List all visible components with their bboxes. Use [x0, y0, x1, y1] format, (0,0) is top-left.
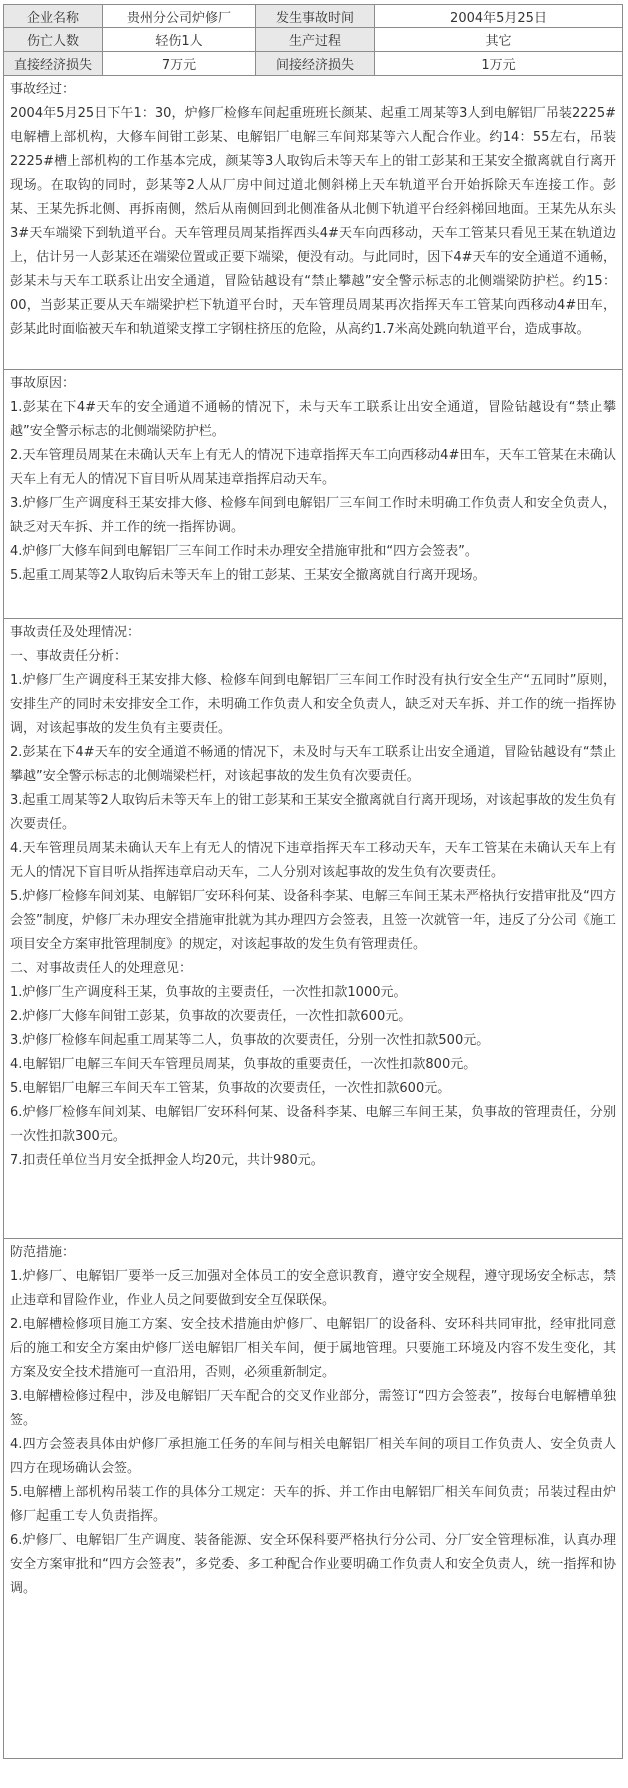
prevention-item: 3.电解槽检修过程中，涉及电解铝厂天车配合的交叉作业部分，需签订“四方会签表”，按每台电解槽单独签。 [10, 1389, 616, 1428]
accident-process-text: 2004年5月25日下午1：30，炉修厂检修车间起重班班长颜某、起重工周某等3人到电解铝厂吊装2225#电解槽上部机构，大修车间钳工彭某、电解铝厂电解三车间郑某等六人配合作业。约14：55左右，吊装2225#槽上部机构的工作基本完成，颜某等3人取钩后未等天车上的钳工彭某和王某安全撤离就自行离开现场。在取钩的同时，彭某等2人从厂房中间过道北侧斜梯上天车轨道平台开始拆除天车连接工作。彭某、王某先拆北侧、再拆南侧，然后从南侧回到北侧准备从北侧下轨道平台经斜梯回地面。王某先从东头3#天车端梁下到轨道平台。天车管理员周某指挥西头4#天车向西移动，天车工管某只看见王某在轨道边上，估计另一人彭某还在端梁位置或正要下端梁，便没有动。与此同时，因下4#天车的安全通道不通畅，彭某未与天车工联系让出安全通道，冒险钻越设有“禁止攀越”安全警示标志的北侧端梁防护栏。约15：00，当彭某正要从天车端梁护栏下轨道平台时，天车管理员周某再次指挥天车工管某向西移动4#田车，彭某此时面临被天车和轨道梁支撑工字钢柱挤压的危险，从高约1.7米高处跳向轨道平台，造成事故。 [10, 106, 616, 337]
accident-causes-title: 事故原因： [10, 376, 76, 391]
accident-process-section [4, 76, 622, 370]
handling-item: 1.炉修厂生产调度科王某，负事故的主要责任，一次性扣款1000元。 [10, 985, 407, 1000]
analysis-item: 2.彭某在下4#天车的安全通道不畅通的情况下，未及时与天车工联系让出安全通道，冒险钻越设有“禁止攀越”安全警示标志的北侧端梁栏杆，对该起事故的发生负有次要责任。 [10, 745, 616, 784]
responsibility-title: 事故责任及处理情况： [10, 625, 141, 640]
analysis-item: 1.炉修厂生产调度科王某安排大修、检修车间到电解铝厂三车间工作时没有执行安全生产“五同时”原则，安排生产的同时未安排安全工作，未明确工作负责人和安全负责人，缺乏对天车拆、并工作的统一指挥协调，对该起事故的发生负有主要责任。 [10, 673, 616, 736]
cause-item: 1.彭某在下4#天车的安全通道不通畅的情况下，未与天车工联系让出安全通道，冒险钻越设有“禁止攀越”安全警示标志的北侧端梁防护栏。 [10, 400, 616, 439]
direct-loss-label: 直接经济损失 [4, 52, 103, 75]
accident-process-title: 事故经过： [10, 82, 76, 97]
prevention-item: 2.电解槽检修项目施工方案、安全技术措施由炉修厂、电解铝厂的设备科、安环科共同审批，经审批同意后的施工和安全方案由炉修厂送电解铝厂相关车间，便于属地管理。只要施工环境及内容不发生变化，其方案及安全技术措施可一直沿用，否则，必须重新制定。 [10, 1317, 616, 1380]
prevention-item: 6.炉修厂、电解铝厂生产调度、装备能源、安全环保科要严格执行分公司、分厂安全管理标准，认真办理安全方案审批和“四方会签表”，多党委、多工种配合作业要明确工作负责人和安全负责人，统一指挥和协调。 [10, 1533, 616, 1596]
handling-title: 二、对事故责任人的处理意见： [10, 961, 193, 976]
prevention-item: 1.炉修厂、电解铝厂要举一反三加强对全体员工的安全意识教育，遵守安全规程，遵守现场安全标志，禁止违章和冒险作业，作业人员之间要做到安全互保联保。 [10, 1269, 616, 1308]
cause-item: 3.炉修厂生产调度科王某安排大修、检修车间到电解铝厂三车间工作时未明确工作负责人和安全负责人，缺乏对天车拆、并工作的统一指挥协调。 [10, 496, 616, 535]
prevention-item: 5.电解槽上部机构吊装工作的具体分工规定：天车的拆、并工作由电解铝厂相关车间负责；吊装过程由炉修厂起重工专人负责指挥。 [10, 1485, 616, 1524]
handling-item: 2.炉修厂大修车间钳工彭某，负事故的次要责任，一次性扣款600元。 [10, 1009, 412, 1024]
handling-item: 4.电解铝厂电解三车间天车管理员周某，负事故的重要责任，一次性扣款800元。 [10, 1057, 477, 1072]
handling-item: 6.炉修厂检修车间刘某、电解铝厂安环科何某、设备科李某、电解三车间王某，负事故的管理责任，分别一次性扣款300元。 [10, 1105, 616, 1144]
accident-causes-section [4, 370, 622, 619]
cause-item: 5.起重工周某等2人取钩后未等天车上的钳工彭某、王某安全撤离就自行离开现场。 [10, 568, 486, 583]
prevention-item: 4.四方会签表具体由炉修厂承担施工任务的车间与相关电解铝厂相关车间的项目工作负责人、安全负责人四方在现场确认会签。 [10, 1437, 616, 1476]
handling-item: 3.炉修厂检修车间起重工周某等二人，负事故的次要责任，分别一次性扣款500元。 [10, 1033, 490, 1048]
casualties-label: 伤亡人数 [4, 28, 103, 51]
accident-time-value: 2004年5月25日 [450, 10, 547, 26]
indirect-loss-value: 1万元 [481, 58, 516, 73]
enterprise-name-label: 企业名称 [4, 5, 103, 27]
production-process-label: 生产过程 [256, 28, 375, 51]
prevention-section [4, 1239, 622, 1758]
casualties-value: 轻伤1人 [103, 28, 256, 51]
responsibility-section [4, 619, 622, 1239]
cause-item: 2.天车管理员周某在未确认天车上有无人的情况下违章指挥天车工向西移动4#田车，天车工管某在未确认天车上有无人的情况下盲目听从周某违章指挥启动天车。 [10, 448, 616, 487]
direct-loss-value: 7万元 [103, 52, 256, 75]
prevention-title: 防范措施： [10, 1245, 76, 1260]
header-row-enterprise [4, 5, 622, 28]
responsibility-analysis-title: 一、事故责任分析： [10, 649, 128, 664]
analysis-item: 3.起重工周某等2人取钩后未等天车上的钳工彭某和王某安全撤离就自行离开现场，对该起事故的发生负有次要责任。 [10, 793, 616, 832]
accident-report-table [3, 4, 623, 1759]
accident-time-label: 发生事故时间 [256, 5, 375, 27]
handling-item: 7.扣责任单位当月安全抵押金人均20元，共计980元。 [10, 1153, 324, 1168]
analysis-item: 5.炉修厂检修车间刘某、电解铝厂安环科何某、设备科李某、电解三车间王某未严格执行安措审批及“四方会签”制度，炉修厂未办理安全措施审批就为其办理四方会签表，且签一次就管一年，违反了分公司《施工项目安全方案审批管理制度》的规定，对该起事故的发生负有管理责任。 [10, 889, 616, 952]
enterprise-name-value: 贵州分公司炉修厂 [103, 5, 256, 27]
header-row-losses [4, 52, 622, 76]
production-process-value: 其它 [485, 34, 512, 49]
header-row-casualties [4, 28, 622, 52]
indirect-loss-label: 间接经济损失 [256, 52, 375, 75]
cause-item: 4.炉修厂大修车间到电解铝厂三车间工作时未办理安全措施审批和“四方会签表”。 [10, 544, 478, 559]
handling-item: 5.电解铝厂电解三车间天车工管某，负事故的次要责任，一次性扣款600元。 [10, 1081, 451, 1096]
analysis-item: 4.天车管理员周某未确认天车上有无人的情况下违章指挥天车工移动天车，天车工管某在未确认天车上有无人的情况下盲目听从指挥违章启动天车，二人分别对该起事故的发生负有次要责任。 [10, 841, 616, 880]
